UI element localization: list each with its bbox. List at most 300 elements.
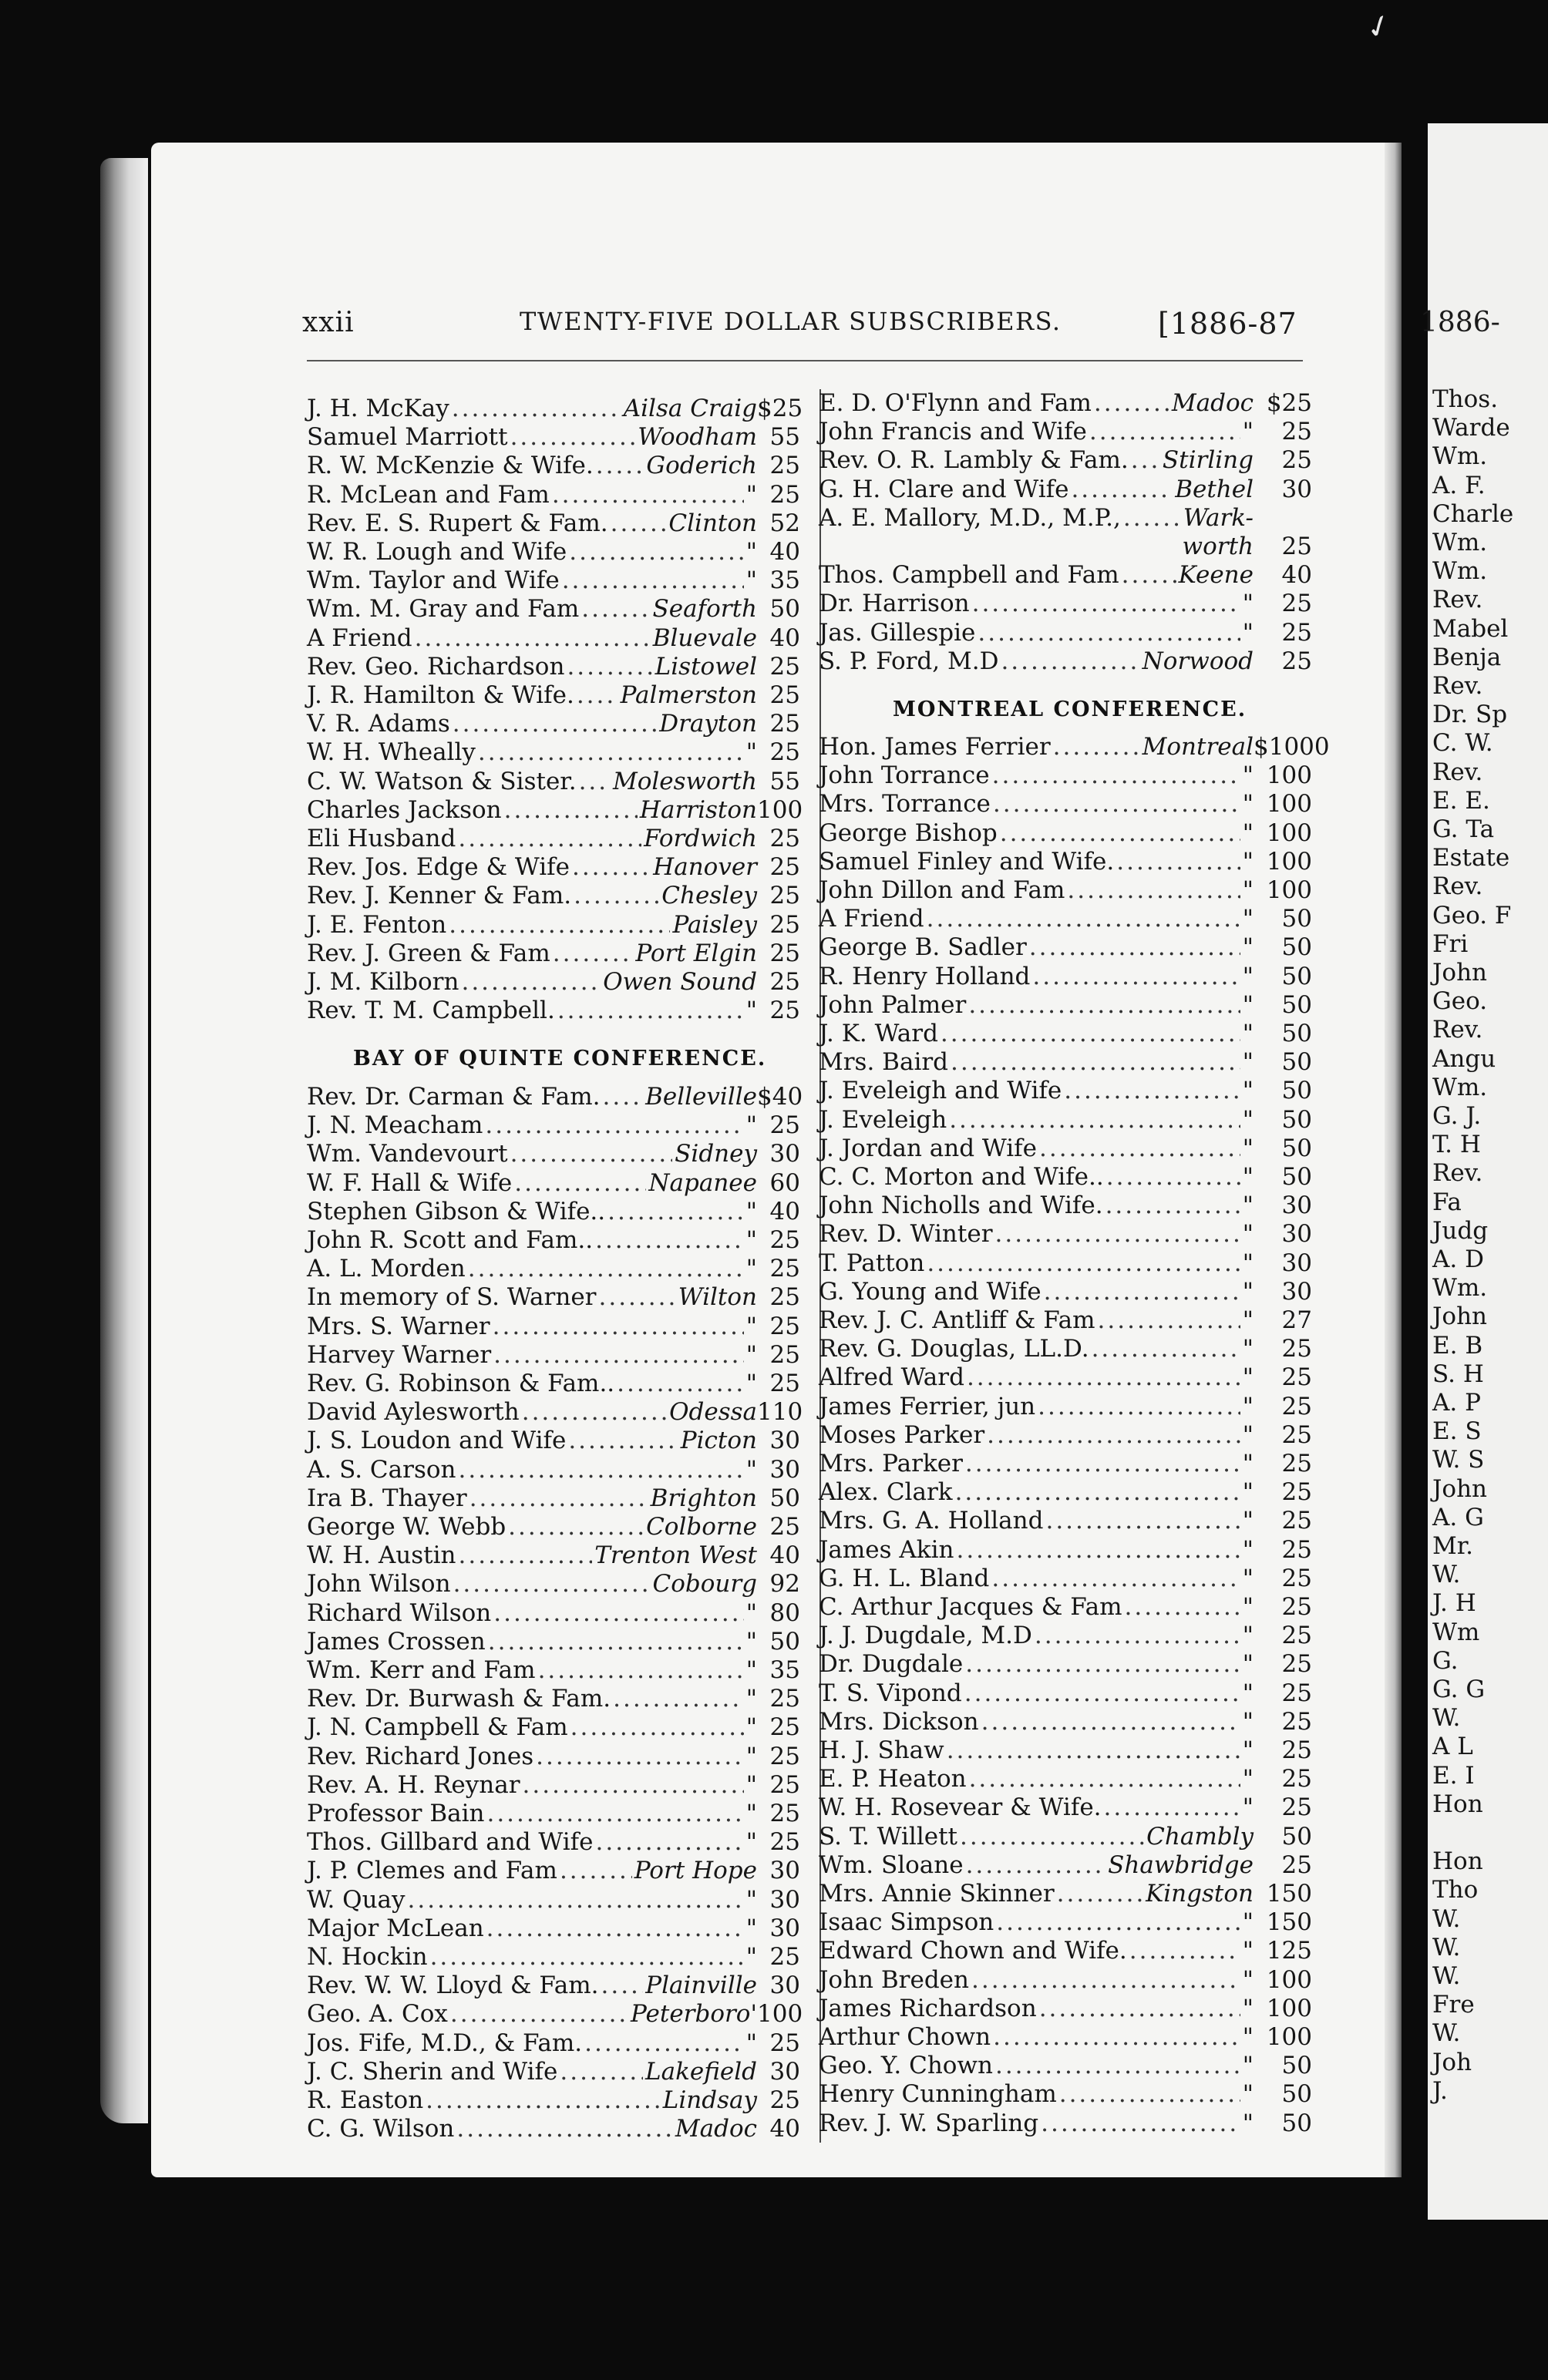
subscriber-entry [819,1249,1312,1277]
leader-dots [570,1713,744,1741]
subscriber-amount: 92 [769,1570,800,1598]
leader-dots [595,1828,743,1856]
subscriber-name: J. Eveleigh [819,1105,947,1134]
subscriber-place: Port Hope [634,1857,757,1885]
subscriber-place: Sidney [675,1140,757,1168]
next-page-fragment: T. H [1432,1131,1481,1159]
subscriber-entry [307,1628,800,1656]
subscriber-entry [307,2086,800,2114]
leader-dots [949,1106,1240,1134]
subscriber-place: " [1242,2080,1254,2109]
leader-dots [504,796,638,824]
subscriber-entry [307,1169,800,1197]
leader-dots [453,1570,651,1598]
subscriber-name: Wm. Vandevourt [307,1140,508,1168]
subscriber-entry [307,653,800,681]
subscriber-place: " [745,997,757,1025]
subscriber-amount: 25 [1281,1564,1312,1592]
subscriber-entry [819,1306,1312,1334]
leader-dots [992,761,1240,789]
subscriber-name: T. S. Vipond [819,1679,962,1707]
subscriber-place: Woodham [638,423,757,452]
subscriber-place: Chesley [661,882,757,910]
subscriber-entry [819,876,1312,904]
next-page-fragment: E. S [1432,1417,1482,1446]
leader-dots [572,853,651,881]
subscriber-name: Dr. Dugdale [819,1650,964,1679]
subscriber-amount: 25 [769,1340,800,1369]
subscriber-amount: 50 [1281,1077,1312,1105]
next-page-fragment: Mr. [1432,1532,1474,1560]
leader-dots [1029,933,1240,961]
subscriber-name: Rev. J. Kenner & Fam. [307,882,572,910]
subscriber-name: J. E. Fenton [307,910,447,939]
subscriber-place: " [1242,962,1254,990]
subscriber-name: Rev. Dr. Carman & Fam. [307,1083,601,1111]
subscriber-name: N. Hockin [307,1943,428,1971]
subscriber-entry [819,1851,1312,1879]
subscriber-amount: 25 [1281,1450,1312,1477]
subscriber-place: " [745,1111,757,1140]
subscriber-place: Clinton [668,509,757,537]
subscriber-entry [819,790,1312,818]
subscriber-amount: 50 [769,595,800,624]
subscriber-place: " [745,1455,757,1484]
leader-dots [596,452,644,479]
subscriber-amount: 27 [1281,1306,1312,1334]
subscriber-entry [307,481,800,509]
subscriber-entry [307,1914,800,1942]
subscriber-name: Arthur Chown [819,2023,991,2051]
subscriber-entry [307,1456,800,1484]
subscriber-entry [819,2023,1312,2051]
subscriber-entry [819,1192,1312,1219]
subscriber-name: James Akin [819,1535,954,1564]
subscriber-name: G. Young and Wife [819,1277,1042,1306]
leader-dots [557,997,744,1024]
subscriber-place: " [745,1340,757,1369]
subscriber-place: " [745,1914,757,1942]
subscriber-amount: 25 [769,452,800,480]
leader-dots [579,768,611,795]
subscriber-amount: 50 [1281,962,1312,990]
leader-dots [956,1536,1240,1564]
leader-dots [452,395,621,422]
subscriber-place: " [1242,1192,1254,1220]
subscriber-amount: 25 [769,853,800,882]
leader-dots [493,1313,744,1340]
page-folio: xxii [302,307,355,338]
subscriber-entry [819,848,1312,876]
subscriber-place: " [745,738,757,767]
subscriber-amount: 25 [769,882,800,910]
subscriber-name: John Palmer [819,990,967,1019]
subscriber-amount: 30 [1281,1249,1312,1277]
subscriber-name: George B. Sadler [819,933,1027,962]
subscriber-amount: 30 [1281,1220,1312,1249]
subscriber-amount: 25 [769,1685,800,1713]
subscriber-amount: 25 [1281,1793,1312,1822]
subscriber-name: Wm. Sloane [819,1851,964,1879]
leader-dots [1038,1393,1240,1420]
subscriber-place: " [1242,618,1254,647]
subscriber-entry [307,911,800,939]
subscriber-name: C. C. Morton and Wife.. [819,1163,1104,1191]
leader-dots [1035,1622,1240,1649]
next-page-fragment: A. G [1432,1503,1484,1531]
section-title-bay-of-quinte: BAY OF QUINTE CONFERENCE. [353,1047,767,1071]
next-page-fragment: Rev. [1432,1159,1483,1188]
subscriber-name: Ira B. Thayer [307,1484,467,1512]
subscriber-name: W. F. Hall & Wife [307,1168,513,1197]
next-page-fragment: Warde [1432,414,1510,442]
next-page-fragment: G. J. [1432,1102,1482,1130]
subscriber-amount: 125 [1266,1937,1312,1965]
subscriber-place: " [1242,1163,1254,1191]
subscriber-entry [819,561,1312,589]
subscriber-amount: 30 [769,1140,800,1168]
subscriber-place: " [1242,990,1254,1019]
subscriber-place: " [1242,1306,1254,1334]
leader-dots [1104,1793,1240,1821]
subscriber-entry [307,1513,800,1541]
next-page-fragment: Rev. [1432,758,1483,786]
subscriber-name: E. P. Heaton [819,1765,967,1793]
leader-dots [969,1765,1240,1793]
subscriber-amount: 25 [769,1283,800,1312]
subscriber-amount: 50 [1281,2109,1312,2137]
leader-dots [1039,1995,1240,2022]
subscriber-amount: 50 [1281,2052,1312,2080]
subscriber-place: " [1242,590,1254,618]
subscriber-entry [819,1765,1312,1793]
leader-dots [991,1565,1240,1592]
next-page-fragment: Wm. [1432,1073,1488,1101]
subscriber-place: Belleville [645,1083,757,1111]
next-page-fragment: W. [1432,1933,1461,1961]
subscriber-entry [307,1370,800,1397]
subscriber-name: James Ferrier, jun [819,1392,1036,1420]
leader-dots [1000,819,1240,847]
subscriber-place: " [1242,1077,1254,1105]
subscriber-amount: $40 [757,1083,803,1111]
subscriber-name: T. Patton [819,1249,925,1277]
section-title-montreal: MONTREAL CONFERENCE. [893,698,1247,721]
subscriber-amount: 50 [1281,1048,1312,1077]
subscriber-amount: 80 [769,1598,800,1627]
next-page-fragment: John [1432,1303,1488,1331]
subscriber-place: " [745,1627,757,1656]
subscriber-place: Port Elgin [635,939,757,967]
subscriber-entry [819,1966,1312,1994]
leader-dots [995,1220,1240,1248]
subscriber-entry [307,1656,800,1684]
subscriber-place: " [745,1800,757,1827]
subscriber-place: Palmerston [620,681,757,709]
subscriber-place: " [1242,1450,1254,1477]
subscriber-amount: 30 [1281,475,1312,503]
leader-dots [523,1771,744,1799]
next-page-fragment: W. [1432,1904,1461,1933]
subscriber-entry [307,624,800,652]
subscriber-name: John Dillon and Fam [819,876,1065,904]
subscriber-name: Rev. G. Robinson & Fam.. [307,1370,615,1397]
subscriber-amount: 60 [769,1168,800,1197]
next-page-fragment: E. B [1432,1331,1483,1360]
subscriber-entry [307,1800,800,1827]
subscriber-place: " [745,1685,757,1713]
subscriber-entry [307,795,803,824]
subscriber-amount: 50 [1281,933,1312,962]
subscriber-place: " [1242,1793,1254,1822]
leader-dots [598,1283,675,1311]
subscriber-name: John Breden [819,1965,969,1994]
subscriber-entry [819,1593,1312,1621]
subscriber-entry [819,905,1312,933]
subscriber-name: Hon. James Ferrier [819,733,1051,761]
next-page-fragment: A. D [1432,1245,1484,1273]
subscriber-name: G. H. L. Bland [819,1564,990,1592]
subscriber-place: " [1242,1650,1254,1679]
subscriber-place: " [745,1197,757,1225]
next-page-fragment: Benja [1432,643,1502,671]
subscriber-place: Owen Sound [603,968,757,996]
subscriber-amount: 55 [769,767,800,795]
subscriber-amount: $25 [757,395,803,422]
subscriber-name: R. McLean and Fam [307,480,550,509]
subscriber-name: Edward Chown and Wife. [819,1937,1127,1965]
subscriber-entry [307,1857,800,1884]
subscriber-place: " [1242,1593,1254,1621]
subscriber-name: Major McLean [307,1914,484,1942]
subscriber-name: Mrs. G. A. Holland [819,1507,1044,1535]
leader-dots [972,590,1240,617]
subscriber-entry [819,1507,1312,1535]
subscriber-name: Geo. A. Cox [307,2000,448,2029]
subscriber-entry [307,1083,803,1111]
subscriber-amount: 25 [1281,1679,1312,1707]
subscriber-place: " [1242,1105,1254,1134]
subscriber-place: " [745,1713,757,1742]
subscriber-place: Kingston [1146,1880,1254,1908]
leader-dots [1064,1077,1240,1104]
subscriber-amount: 30 [769,2057,800,2086]
subscriber-amount: 25 [1281,1478,1312,1507]
subscriber-name: James Richardson [819,1994,1037,2022]
subscriber-amount: 52 [769,509,800,537]
leader-dots [955,1478,1240,1506]
subscriber-amount: 30 [1281,1277,1312,1306]
subscriber-amount: 25 [769,480,800,509]
subscriber-amount: 25 [769,1800,800,1827]
leader-dots [1045,1507,1240,1535]
subscriber-entry [819,1708,1312,1736]
subscriber-entry [307,1771,800,1799]
next-page-fragment: Rev. [1432,586,1483,614]
subscriber-amount: 25 [1281,1622,1312,1650]
subscriber-amount: 25 [769,710,800,738]
subscriber-place: Goderich [646,452,757,480]
leader-dots [993,2023,1240,2051]
leader-dots [951,1048,1240,1076]
subscriber-name: Mrs. S. Warner [307,1312,490,1340]
next-page-fragment: Judg [1432,1216,1489,1245]
subscriber-entry [307,940,800,967]
subscriber-name: S. P. Ford, M.D [819,647,999,675]
subscriber-place: Lakefield [645,2057,757,2086]
subscriber-entry [819,1565,1312,1592]
subscriber-amount: 100 [1266,761,1312,790]
subscriber-entry [307,1398,803,1427]
leader-dots [453,710,657,738]
subscriber-name: In memory of S. Warner [307,1283,597,1312]
subscriber-name: Rev. O. R. Lambly & Fam. [819,446,1129,475]
subscriber-place: Molesworth [612,767,757,795]
subscriber-amount: 100 [1266,2023,1312,2051]
subscriber-entry [819,2109,1312,2137]
leader-dots [408,1886,744,1914]
subscriber-name: R. W. McKenzie & Wife. [307,452,594,480]
subscriber-name: Rev. J. W. Sparling [819,2109,1039,2137]
subscriber-name: Mrs. Parker [819,1450,963,1477]
leader-dots [971,1966,1240,1994]
subscriber-place: Norwood [1142,647,1254,675]
subscriber-place: " [1242,1937,1254,1965]
subscriber-entry [307,997,800,1024]
subscriber-entry [307,538,800,566]
subscriber-amount: 25 [769,910,800,939]
subscriber-name: A. S. Carson [307,1455,456,1484]
subscriber-amount: 35 [769,566,800,595]
subscriber-amount: 50 [1281,1163,1312,1191]
subscriber-amount: 100 [757,795,803,824]
subscriber-name: A Friend [819,905,924,933]
subscriber-place: Napanee [648,1168,757,1197]
subscriber-entry [819,1278,1312,1306]
subscriber-name: Alfred Ward [819,1363,964,1392]
subscriber-entry [819,1020,1312,1047]
next-page-fragment: Hon [1432,1847,1483,1876]
leader-dots [927,905,1240,933]
subscriber-place: " [1242,761,1254,790]
subscriber-entry [307,681,800,709]
subscriber-name: Rev. D. Winter [819,1220,993,1249]
subscriber-place: " [1242,1679,1254,1707]
subscriber-place: worth [1182,533,1254,560]
subscriber-name: W. R. Lough and Wife [307,538,567,566]
leader-dots [978,619,1240,647]
subscriber-name: J. C. Sherin and Wife [307,2057,558,2086]
subscriber-place: Peterboro' [631,2000,757,2029]
leader-dots [1122,561,1176,589]
leader-dots [458,825,641,852]
subscriber-amount: 100 [1266,790,1312,819]
subscriber-place: " [745,1885,757,1914]
subscriber-name: Rev. Geo. Richardson [307,652,565,681]
subscriber-place: Wark- [1183,503,1254,532]
subscriber-amount: 30 [769,1455,800,1484]
subscriber-entry [307,1972,800,1999]
next-page-fragment: Wm. [1432,442,1488,471]
subscriber-place: " [1242,847,1254,876]
subscriber-amount: 50 [1281,1134,1312,1162]
subscriber-entry [819,1163,1312,1191]
subscriber-entry [819,533,1312,560]
subscriber-place: Drayton [659,710,757,738]
subscriber-amount: 25 [769,1943,800,1971]
subscriber-amount: 25 [1281,1851,1312,1879]
leader-dots [456,2115,673,2143]
subscriber-amount: 25 [769,1370,800,1397]
subscriber-entry [307,423,800,451]
subscriber-amount: 55 [769,423,800,452]
next-page-fragment: W. [1432,1561,1461,1589]
subscriber-place: " [745,566,757,595]
subscriber-entry [307,1427,800,1454]
subscriber-entry [819,1421,1312,1449]
subscriber-amount: 30 [769,1914,800,1942]
subscriber-amount: 30 [769,1857,800,1885]
subscriber-entry [307,566,800,594]
subscriber-amount: 25 [1281,1363,1312,1392]
next-page-year: 1886- [1420,307,1500,338]
subscriber-entry [819,1048,1312,1076]
subscriber-name: Dr. Harrison [819,590,970,618]
subscriber-name: A. E. Mallory, M.D., M.P., [819,503,1121,532]
next-page-fragment: Hon [1432,1790,1483,1818]
next-page-fragment: Wm. [1432,557,1488,586]
subscriber-entry [819,1793,1312,1821]
next-page-fragment: Tho [1432,1876,1479,1904]
leader-dots [1001,647,1139,675]
subscriber-entry [307,2029,800,2057]
next-page-fragment: E. E. [1432,786,1490,815]
subscriber-name: Rev. Dr. Burwash & Fam. [307,1685,611,1713]
subscriber-amount: 25 [769,652,800,681]
subscriber-place: " [1242,1048,1254,1077]
next-page-fragment: A. P [1432,1389,1481,1417]
subscriber-entry [819,933,1312,961]
subscriber-place: " [1242,1020,1254,1047]
leader-dots [1125,1593,1240,1621]
leader-dots [538,1656,744,1684]
subscriber-place: " [745,1656,757,1684]
leader-dots [1092,1335,1240,1363]
subscriber-name: Rev. Richard Jones [307,1742,534,1770]
subscriber-name: J. K. Ward [819,1020,938,1047]
subscriber-amount: 30 [1281,1192,1312,1220]
next-page-fragment: Wm [1432,1618,1480,1646]
leader-dots [927,1249,1240,1277]
subscriber-name: Charles Jackson [307,795,502,824]
leader-dots [967,1363,1240,1391]
subscriber-name: Richard Wilson [307,1598,492,1627]
leader-dots [1094,389,1169,417]
subscriber-entry [819,418,1312,445]
leader-dots [1053,733,1140,761]
subscriber-amount: 50 [1281,2080,1312,2109]
subscriber-place: " [1242,1249,1254,1277]
subscriber-name: Samuel Marriott [307,423,508,452]
subscriber-name: John R. Scott and Fam.. [307,1226,594,1254]
subscriber-name: J. Jordan and Wife [819,1134,1037,1162]
subscriber-name: J. N. Campbell & Fam [307,1713,568,1742]
subscriber-name: Mrs. Torrance [819,790,991,819]
subscriber-entry [819,1908,1312,1936]
subscriber-amount: 150 [1266,1880,1312,1908]
leader-dots [595,1226,744,1254]
next-page-fragment: Mabel [1432,614,1509,643]
